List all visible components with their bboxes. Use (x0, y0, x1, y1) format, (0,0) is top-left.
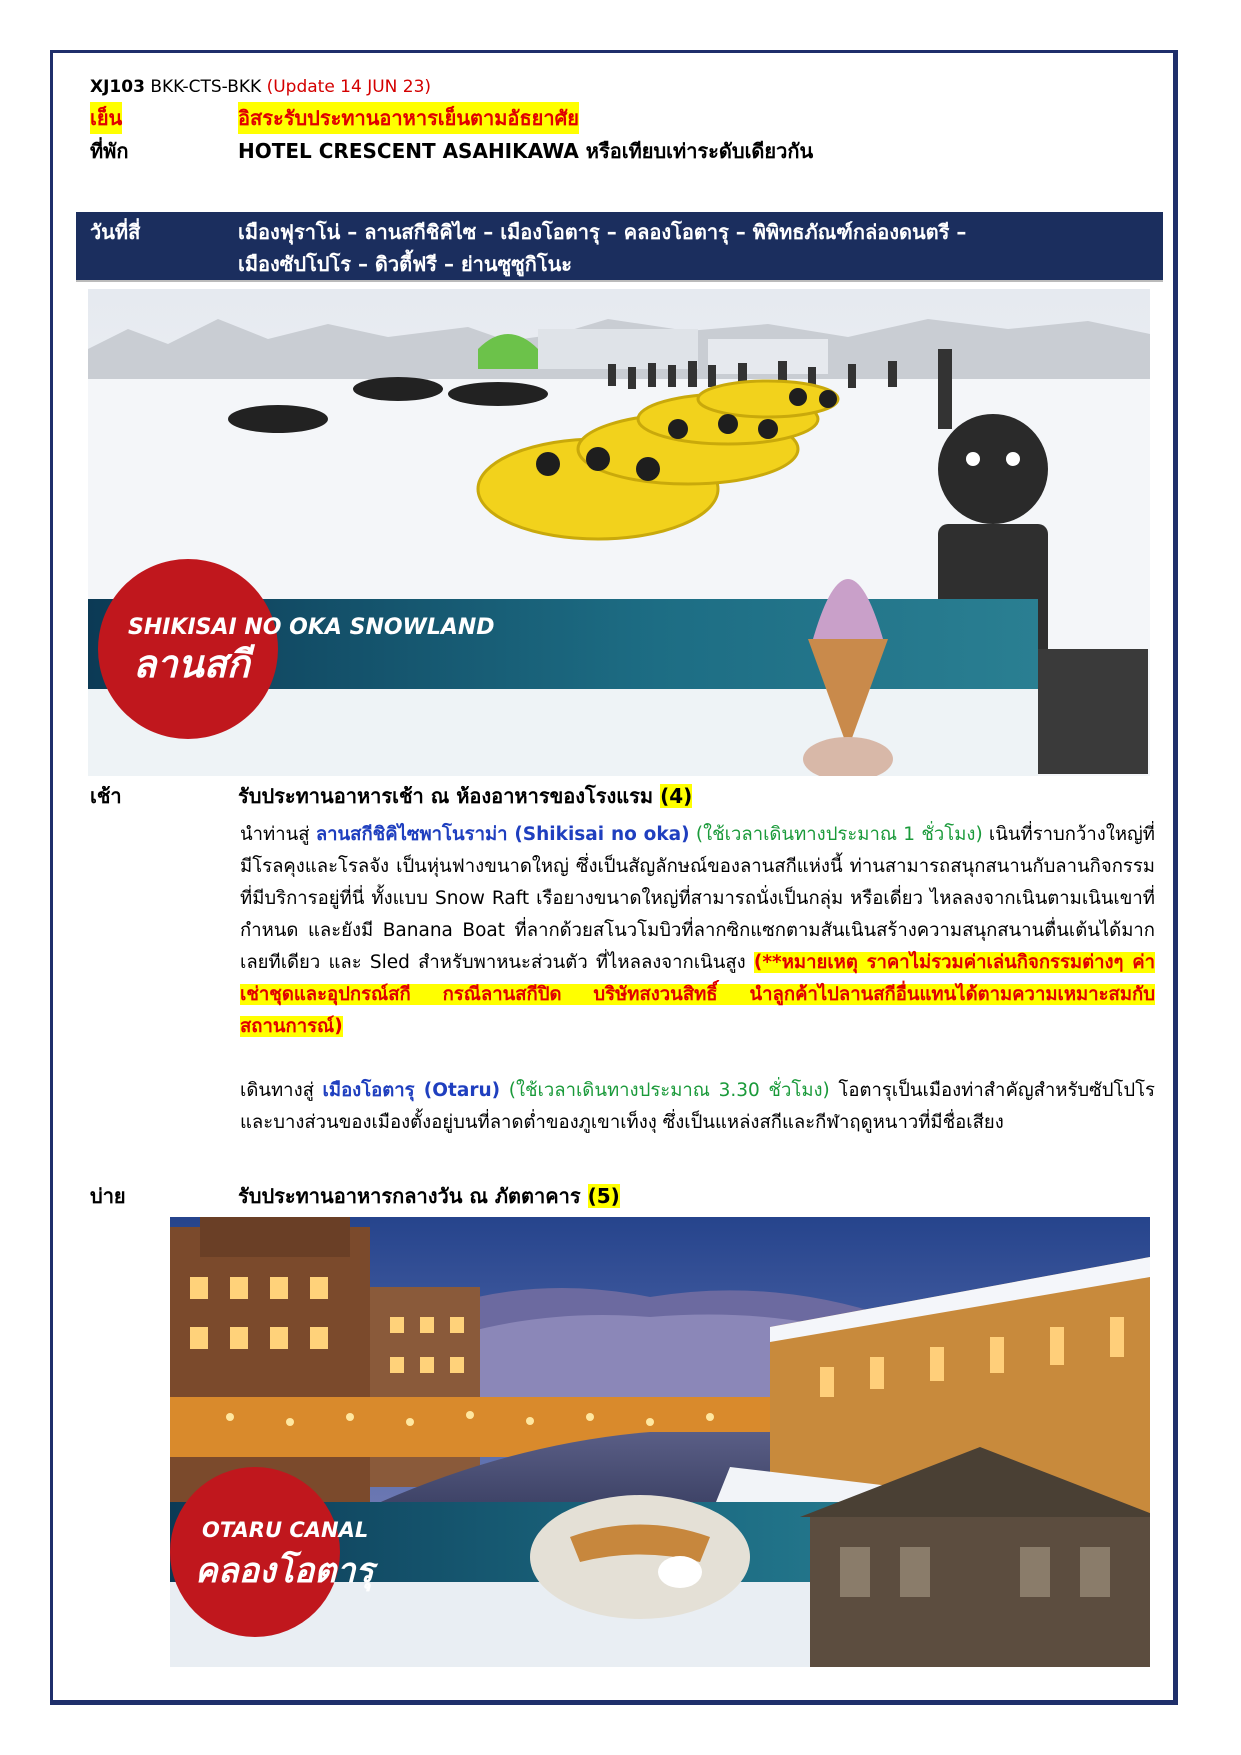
para1-intro: นำท่านสู่ (240, 824, 316, 845)
breakfast-text: รับประทานอาหารเช้า ณ ห้องอาหารของโรงแรม (238, 784, 661, 808)
breakfast-line (238, 780, 692, 812)
hotel-name-line (238, 135, 813, 167)
day-label: วันที่สี่ (90, 220, 141, 244)
dinner-text: อิสระรับประทานอาหารเย็นตามอัธยาศัย (238, 102, 579, 134)
otaru-banner-title: OTARU CANAL (202, 1518, 369, 1542)
snowland-illustration (88, 289, 1150, 776)
day-route-line-1: เมืองฟุราโน่ – ลานสกีชิคิไซ – เมืองโอตารุ – คลองโอตารุ – พิพิทธภัณฑ์กล่องดนตรี – (238, 220, 967, 244)
para1-travel-time: (ใช้เวลาเดินทางประมาณ 1 ชั่วโมง) (689, 824, 983, 845)
otaru-description (240, 1075, 1155, 1139)
hotel-label: ที่พัก (90, 139, 129, 163)
tour-code: XJ103 (90, 77, 145, 97)
day-route-line-2: เมืองซัปโปโร – ดิวตี้ฟรี – ย่านซูซูกิโนะ (238, 252, 572, 276)
para1-body: เนินที่ราบกว้างใหญ่ที่มีโรลคุงและโรลจัง เป็นหุ่นฟางขนาดใหญ่ ซึ่งเป็นสัญลักษณ์ของลานสกีแห่งนี้ ท่านสามารถสนุกสนานกับลานกิจกรรมที่มีบริการอยู่ที่นี่ ทั้งแบบ Snow Raft เรือยางขนาดใหญ่ที่สามารถนั่งเป็นกลุ่ม หรือเดี่ยว ไหลลงจากเนินตามเนินเขาที่กำหนด และยังมี Banana Boat ที่ลากด้วยสโนวโมบิวที่ลากซิกแซกตามสันเนินสร้างความสนุกสนานตื่นเต้นได้มากเลยทีเดียว และ Sled สำหรับพาหนะส่วนตัว ที่ไหลลงจากเนินสูง (240, 824, 1156, 973)
breakfast-label: เช้า (90, 784, 122, 808)
hotel-name: HOTEL CRESCENT ASAHIKAWA (238, 139, 579, 163)
otaru-canal-photo (170, 1217, 1150, 1667)
para2-travel-time: (ใช้เวลาเดินทางประมาณ 3.30 ชั่วโมง) (500, 1080, 830, 1101)
para2-body: โอตารุเป็นเมืองท่าสำคัญสำหรับซัปโปโร และบางส่วนของเมืองตั้งอยู่บนที่ลาดต่ำของภูเขาเท็งงุ ซึ่งเป็นแหล่งสกีและกีฬาฤดูหนาวที่มีชื่อเสียง (240, 1080, 1155, 1133)
update-date: (Update 14 JUN 23) (266, 77, 432, 97)
hotel-suffix: หรือเทียบเท่าระดับเดียวกัน (578, 139, 814, 163)
lunch-meal-number: (5) (587, 1184, 620, 1208)
shikisai-description (240, 819, 1155, 1043)
para2-place: เมืองโอตารุ (Otaru) (322, 1080, 501, 1101)
dinner-label: เย็น (90, 102, 122, 134)
snowland-banner-thai: ลานสกี (133, 642, 250, 686)
para1-note: (**หมายเหตุ ราคาไม่รวมค่าเล่นกิจกรรมต่างๆ ค่าเช่าชุดและอุปกรณ์สกี กรณีลานสกีปิด บริษัทสงวนสิทธิ์ นำลูกค้าไปลานสกีอื่นแทนได้ตามความเหมาะสมกับสถานการณ์) (240, 952, 1155, 1037)
lunch-line (238, 1180, 620, 1212)
para2-intro: เดินทางสู่ (240, 1080, 323, 1101)
day-header-band (76, 212, 1163, 282)
lunch-label: บ่าย (90, 1184, 126, 1208)
breakfast-meal-number: (4) (660, 784, 693, 808)
lunch-text: รับประทานอาหารกลางวัน ณ ภัตตาคาร (238, 1184, 588, 1208)
shikisai-snowland-photo (88, 289, 1150, 776)
otaru-banner-thai: คลองโอตารุ (195, 1551, 374, 1591)
tour-route: BKK-CTS-BKK (150, 77, 262, 97)
para1-place: ลานสกีชิคิไซพาโนราม่า (Shikisai no oka) (315, 824, 690, 845)
otaru-canal-illustration (170, 1217, 1150, 1667)
snowland-banner-title: SHIKISAI NO OKA SNOWLAND (128, 615, 495, 640)
tour-header (90, 77, 431, 97)
